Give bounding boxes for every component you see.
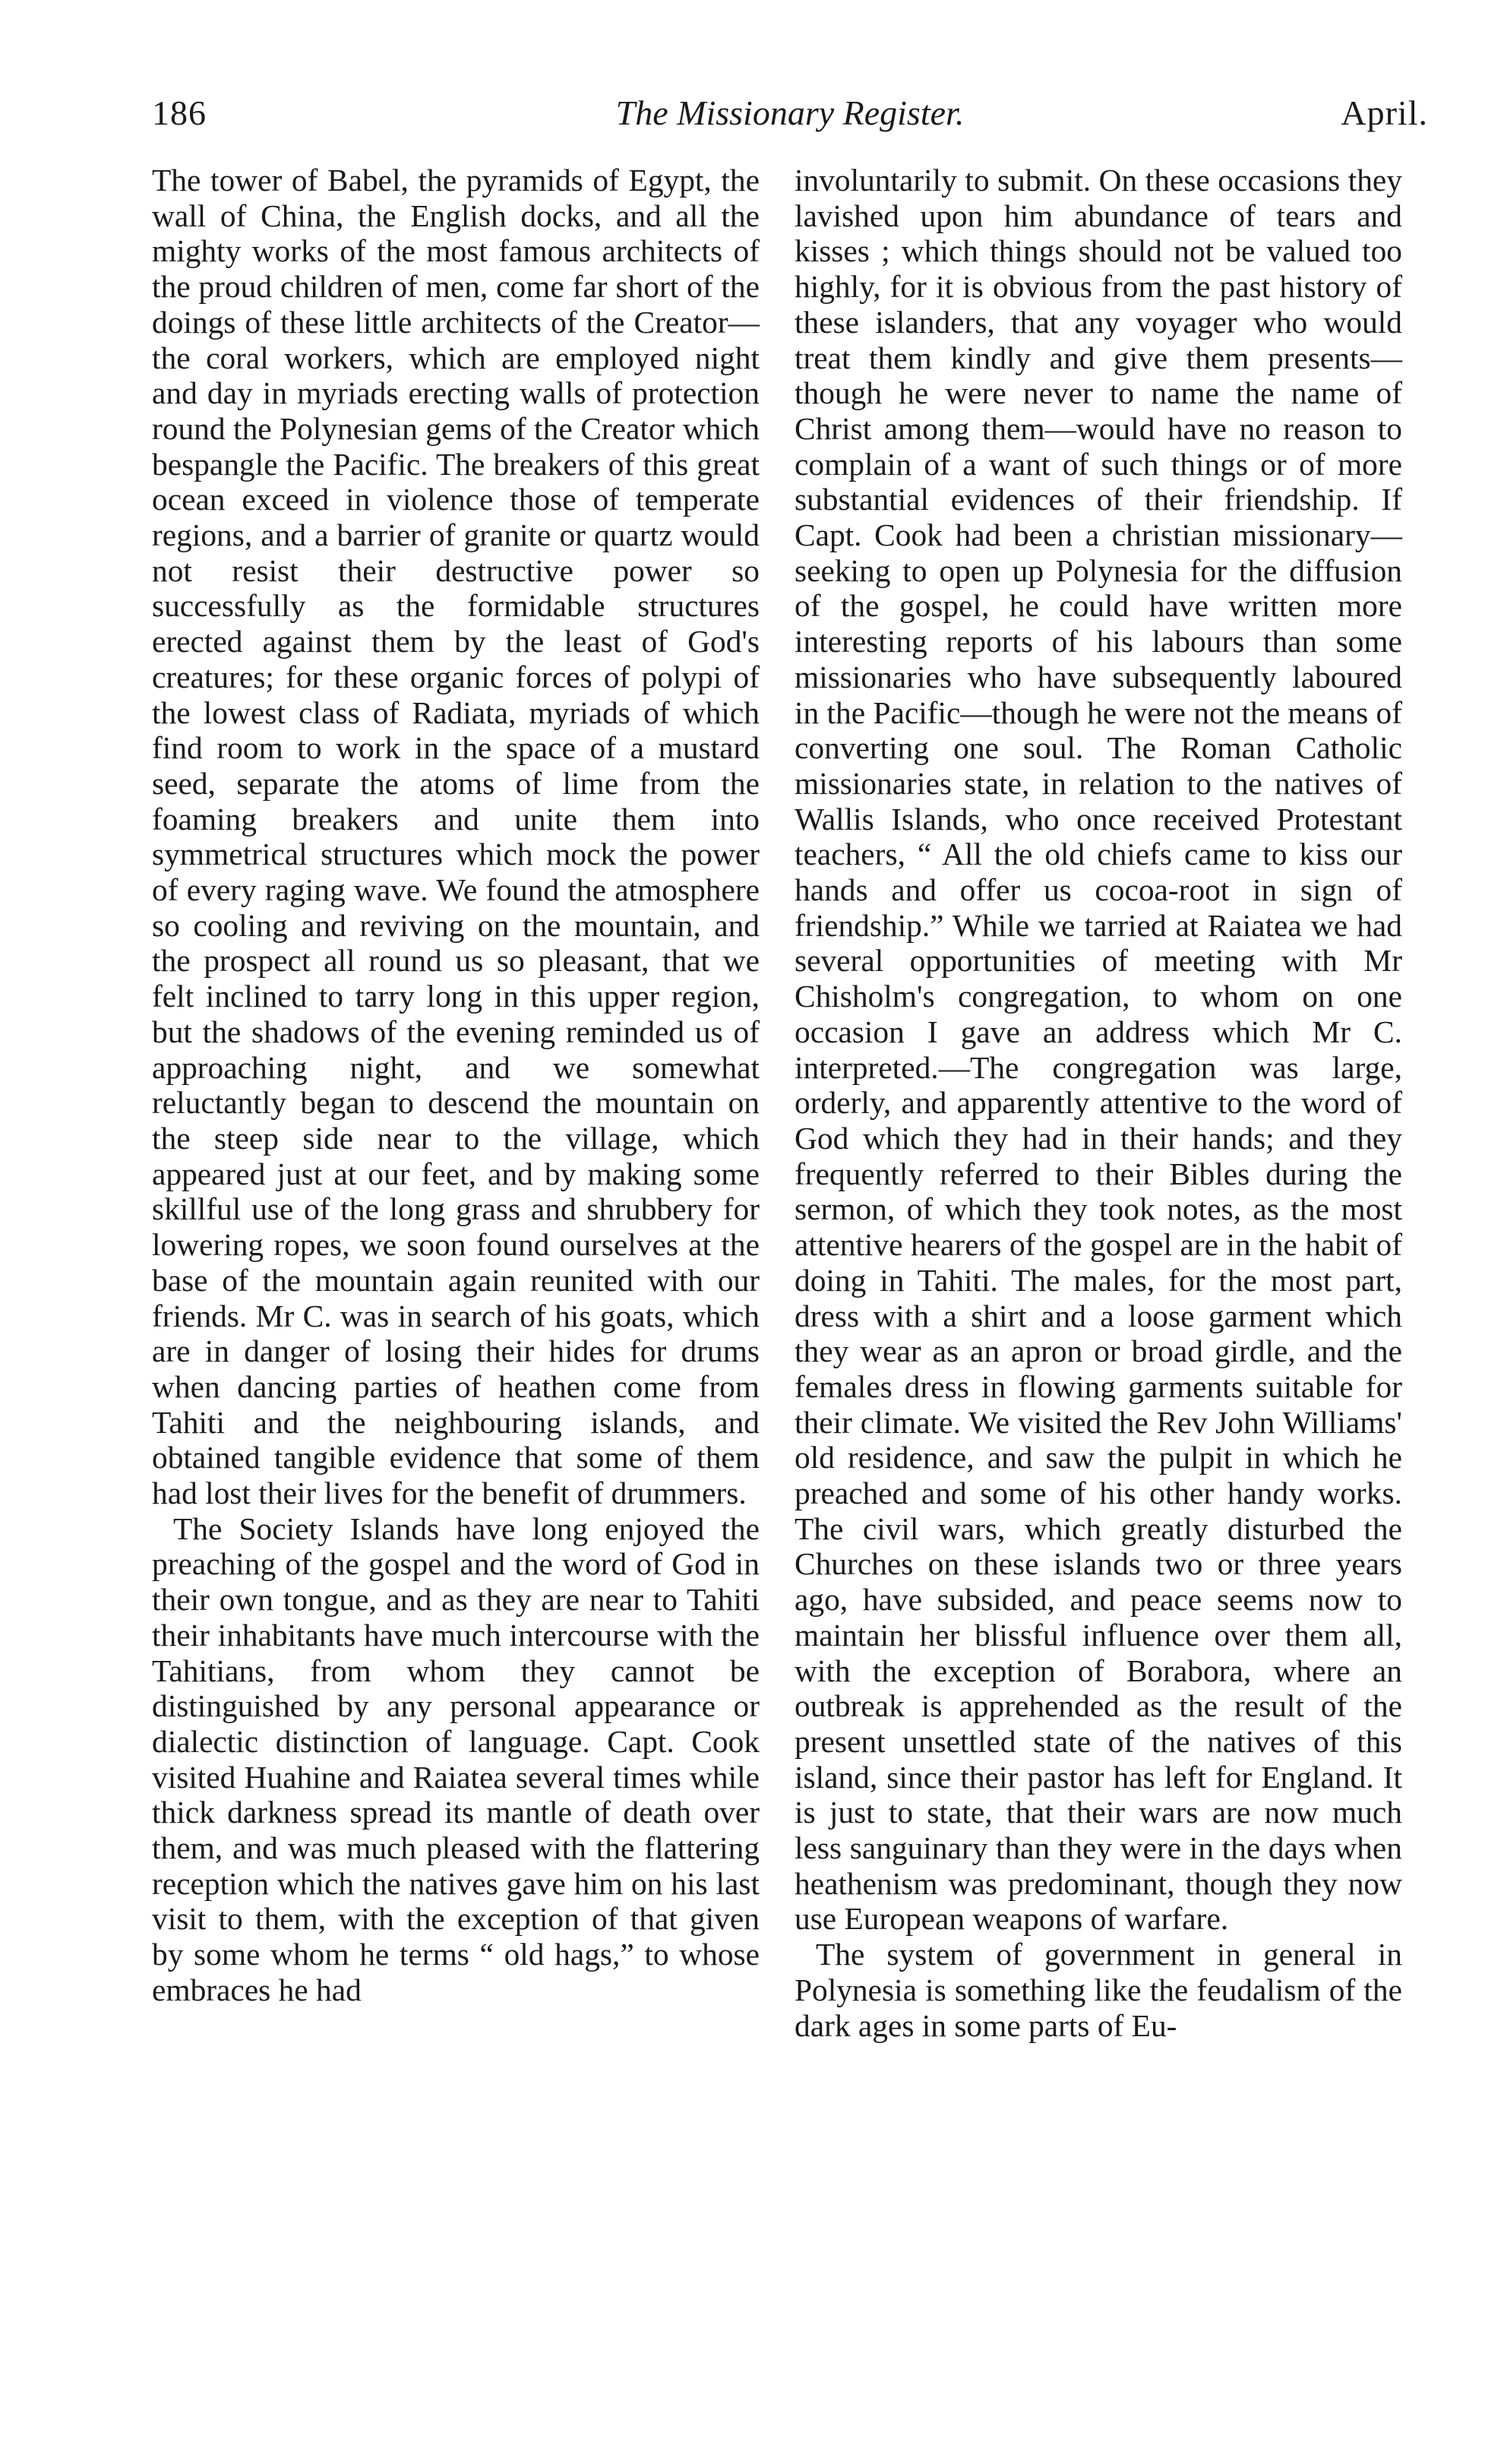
- journal-title: The Missionary Register.: [615, 93, 965, 132]
- issue-month: April.: [1341, 93, 1428, 132]
- left-column: [152, 163, 760, 2008]
- paragraph-society-islands: The Society Islands have long enjoyed the preaching of the gospel and the word of God in their own tongue, and as they are near to Tahiti their inhabitants have much intercourse with the Tahitians, from whom they cannot be distinguished by any personal appearance or dialectic distinction of language. Capt. Cook visited Huahine and Raiatea several times while thick darkness spread its mantle of death over them, and was much pleased with the flattering reception which the natives gave him on his last visit to them, with the exception of that given by some whom he terms “ old hags,” to whose embraces he had: [152, 1510, 760, 2007]
- right-column: [795, 163, 1402, 2043]
- paragraph-system-of-government: The system of government in general in Polynesia is something like the feudalism of the dark ages in some parts of Eu-: [795, 1937, 1402, 2043]
- paragraph-coral-workers: The tower of Babel, the pyramids of Egypt, the wall of China, the English docks, and all the mighty works of the most famous architects of the proud children of men, come far short of the doings of these little architects of the Creator—the coral workers, which are employed night and day in myriads erecting walls of protection round the Polynesian gems of the Creator which bespangle the Pacific. The breakers of this great ocean exceed in violence those of temperate regions, and a barrier of granite or quartz would not resist their destructive power so successfully as the formidable structures erected against them by the least of God's creatures; for these organic forces of polypi of the lowest class of Radiata, myriads of which find room to work in the space of a mustard seed, separate the atoms of lime from the foaming breakers and unite them into symmetrical structures which mock the power of every raging wave. We found the atmosphere so cooling and reviving on the mountain, and the prospect all round us so pleasant, that we felt inclined to tarry long in this upper region, but the shadows of the evening reminded us of approaching night, and we somewhat reluctantly began to descend the mountain on the steep side near to the village, which appeared just at our feet, and by making some skillful use of the long grass and shrubbery for lowering ropes, we soon found ourselves at the base of the mountain again reunited with our friends. Mr C. was in search of his goats, which are in danger of losing their hides for drums when dancing parties of heathen come from Tahiti and the neighbouring islands, and obtained tangible evidence that some of them had lost their lives for the benefit of drummers.: [152, 163, 760, 1511]
- page-number: 186: [152, 93, 207, 132]
- running-header: [152, 93, 1428, 146]
- paragraph-raiatea-visit: involuntarily to submit. On these occasions they lavished upon him abundance of tears and kisses ; which things should not be valued too highly, for it is obvious from the past history of these islanders, that any voyager who would treat them kindly and give them presents—though he were never to name the name of Christ among them—would have no reason to complain of a want of such things or of more substantial evidences of their friendship. If Capt. Cook had been a christian missionary—seeking to open up Polynesia for the diffusion of the gospel, he could have written more interesting reports of his labours than some missionaries who have subsequently laboured in the Pacific—though he were not the means of converting one soul. The Roman Catholic missionaries state, in relation to the natives of Wallis Islands, who once received Protestant teachers, “ All the old chiefs came to kiss our hands and offer us cocoa-root in sign of friendship.” While we tarried at Raiatea we had several opportunities of meeting with Mr Chisholm's congregation, to whom on one occasion I gave an address which Mr C. interpreted.—The congregation was large, orderly, and apparently attentive to the word of God which they had in their hands; and they frequently referred to their Bibles during the sermon, of which they took notes, as the most attentive hearers of the gospel are in the habit of doing in Tahiti. The males, for the most part, dress with a shirt and a loose garment which they wear as an apron or broad girdle, and the females dress in flowing garments suitable for their climate. We visited the Rev John Williams' old residence, and saw the pulpit in which he preached and some of his other handy works. The civil wars, which greatly disturbed the Churches on these islands two or three years ago, have subsided, and peace seems now to maintain her blissful influence over them all, with the exception of Borabora, where an outbreak is apprehended as the result of the present unsettled state of the natives of this island, since their pastor has left for England. It is just to state, that their wars are now much less sanguinary than they were in the days when heathenism was predominant, though they now use European weapons of warfare.: [795, 163, 1402, 1937]
